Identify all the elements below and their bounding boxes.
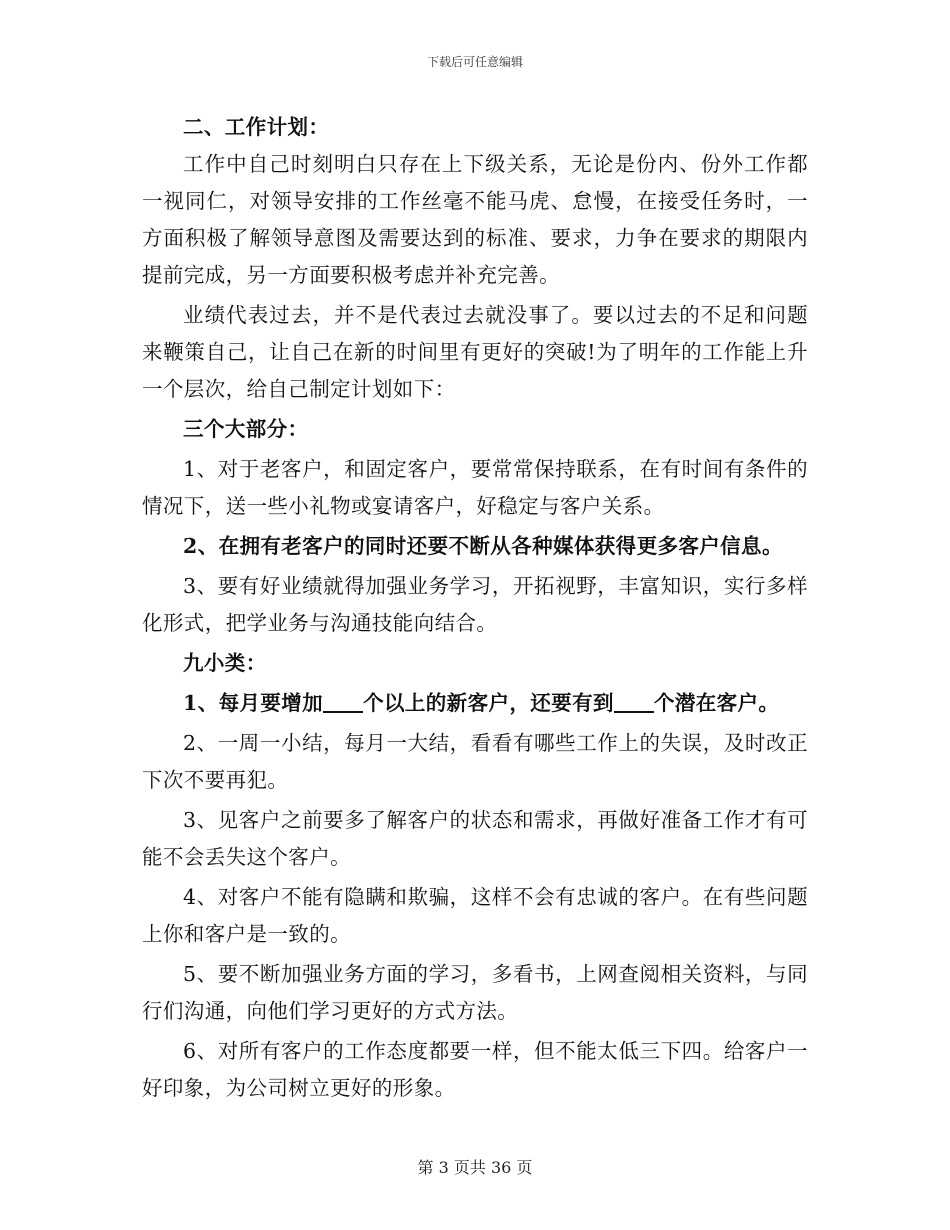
nine-item-5: 5、要不断加强业务方面的学习，多看书，上网查阅相关资料，与同行们沟通，向他们学习更好的方式方法。	[142, 962, 808, 1023]
page-footer: 第 3 页共 36 页	[417, 1158, 533, 1177]
paragraph-1: 工作中自己时刻明白只存在上下级关系，无论是份内、份外工作都一视同仁，对领导安排的工作丝毫不能马虎、怠慢，在接受任务时，一方面积极了解领导意图及需要达到的标准、要求，力争在要求的期限内提前完成，另一方面要积极考虑并补充完善。	[142, 152, 808, 287]
paragraph-2: 业绩代表过去，并不是代表过去就没事了。要以过去的不足和问题来鞭策自己，让自己在新的时间里有更好的突破!为了明年的工作能上升一个层次，给自己制定计划如下：	[142, 303, 808, 401]
fill-in-blank	[614, 691, 654, 714]
subheading-nine-items: 九小类：	[183, 651, 267, 675]
nine-item-2: 2、一周一小结，每月一大结，看看有哪些工作上的失误，及时改正下次不要再犯。	[142, 731, 808, 792]
nine-item-3: 3、见客户之前要多了解客户的状态和需求，再做好准备工作才有可能不会丢失这个客户。	[142, 808, 808, 869]
nine-item-1-text-b: 个以上的新客户，还要有到	[363, 691, 614, 715]
three-part-item-3: 3、要有好业绩就得加强业务学习，开拓视野，丰富知识，实行多样化形式，把学业务与沟通技能向结合。	[142, 574, 808, 635]
nine-item-6: 6、对所有客户的工作态度都要一样，但不能太低三下四。给客户一好印象，为公司树立更好的形象。	[142, 1039, 808, 1100]
nine-item-1-text-a: 1、每月要增加	[183, 691, 324, 715]
page-header: 下载后可任意编辑	[426, 55, 523, 69]
section-heading-work-plan: 二、工作计划：	[183, 115, 330, 139]
nine-item-1	[142, 685, 808, 722]
nine-item-4: 4、对客户不能有隐瞒和欺骗，这样不会有忠诚的客户。在有些问题上你和客户是一致的。	[142, 885, 808, 946]
three-part-item-2: 2、在拥有老客户的同时还要不断从各种媒体获得更多客户信息。	[183, 534, 783, 558]
nine-item-1-text-c: 个潜在客户。	[653, 691, 780, 715]
three-part-item-1: 1、对于老客户，和固定客户，要常常保持联系，在有时间有条件的情况下，送一些小礼物或宴请客户，好稳定与客户关系。	[142, 457, 808, 518]
document-body	[142, 109, 808, 1107]
subheading-three-parts: 三个大部分：	[183, 417, 309, 441]
fill-in-blank	[323, 691, 363, 714]
